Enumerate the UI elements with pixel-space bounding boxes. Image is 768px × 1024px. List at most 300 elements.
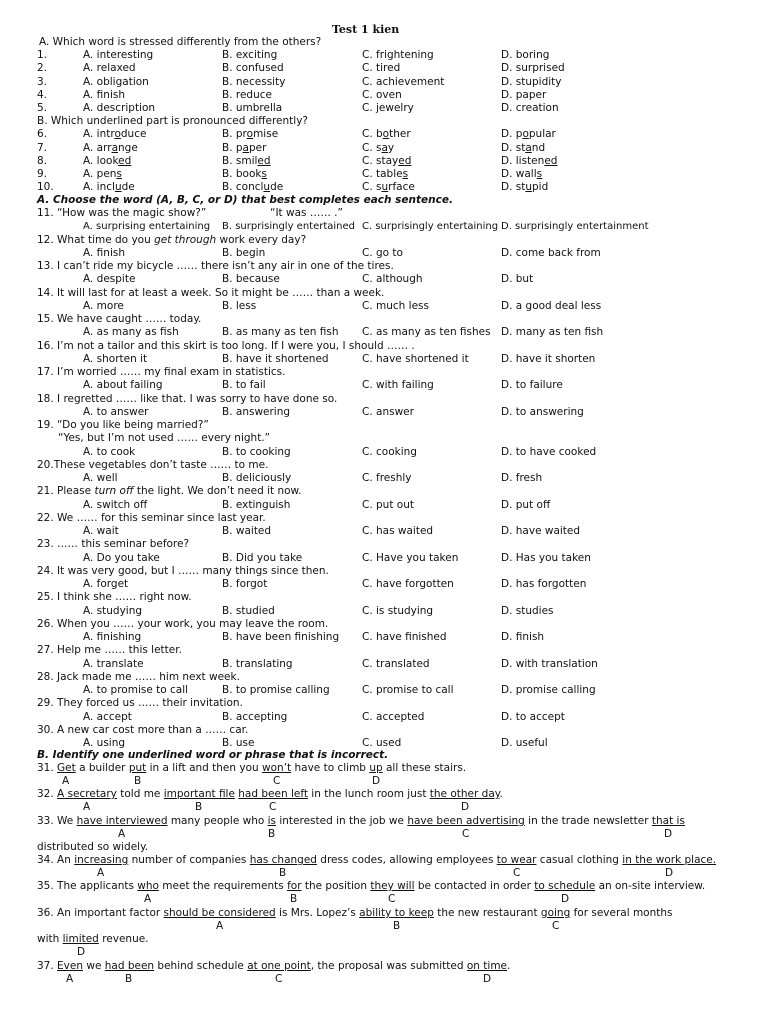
option-d: D. but [501, 273, 534, 286]
section-heading: B. Which underlined part is pronounced differently? [37, 115, 308, 127]
option-b: B. use [222, 737, 255, 749]
option-d [501, 181, 548, 194]
option-b: B. confused [222, 62, 284, 74]
question-text [37, 565, 329, 578]
option-d: D. surprisingly entertainment [501, 221, 649, 233]
option-b [222, 155, 271, 168]
sentence-run: dress codes, allowing employees [316, 854, 497, 866]
option-c-run: y [387, 142, 395, 154]
option-d [501, 168, 542, 181]
option-a: A. interesting [83, 49, 154, 61]
sentence-run: in the trade newsletter [524, 815, 652, 827]
sentence-run: an on-site interview. [595, 880, 706, 892]
question-text-run: 22. We …… for this seminar since last year. [37, 511, 266, 524]
question-text-run: 20.These vegetables don’t taste …… to me. [37, 458, 269, 471]
sentence-run: had been [104, 960, 155, 972]
question-number: 9. [37, 168, 48, 180]
option-d: D. a good deal less [501, 299, 602, 312]
option-b: B. translating [222, 657, 293, 670]
option-c: C. has waited [362, 525, 434, 537]
option-d-run: D. st [501, 142, 526, 154]
sentence-continuation-run: with [37, 933, 63, 945]
sentence-run: who [137, 880, 159, 892]
answer-letter-a: A [97, 867, 105, 879]
option-d-run: D. listen [501, 155, 545, 167]
answer-letter-c: C [273, 775, 281, 787]
option-c: C. have finished [362, 631, 447, 643]
sentence-run: we [83, 960, 105, 972]
sentence-continuation-run: revenue. [98, 933, 149, 945]
sentence-run: many people who [167, 815, 268, 827]
sentence-run: they will [370, 880, 415, 892]
option-a: A. using [83, 737, 126, 749]
option-a: A. to promise to call [83, 684, 189, 696]
option-c: C. much less [362, 299, 429, 312]
option-a: A. well [83, 472, 118, 484]
sentence-run: have interviewed [76, 815, 168, 827]
question-text [37, 644, 182, 657]
option-a-run: o [114, 128, 121, 140]
option-c [362, 142, 394, 155]
option-c: C. go to [362, 246, 403, 259]
option-c-run: C. b [362, 128, 383, 140]
option-d: D. Has you taken [501, 551, 591, 564]
sentence-run: on time [466, 960, 508, 972]
answer-letter-d: D [483, 973, 492, 985]
sentence-run: be contacted in order [414, 880, 535, 892]
question-text-run: 23. …… this seminar before? [37, 538, 190, 551]
answer-letter-b: B [125, 973, 133, 985]
question-number: 8. [37, 155, 48, 167]
option-c: C. translated [362, 657, 430, 670]
option-a: A. wait [83, 525, 119, 537]
option-c-run: ther [389, 128, 411, 140]
answer-letter-b: B [134, 775, 142, 787]
option-a: A. to answer [83, 405, 149, 418]
question-text-run: 14. It will last for at least a week. So it might be …… than a week. [37, 286, 385, 299]
option-c: C. although [362, 273, 423, 286]
question-text-run: 16. I’m not a tailor and this skirt is too long. If I were you, I should …… . [37, 339, 415, 352]
option-a: A. as many as fish [83, 326, 179, 339]
option-c: C. Have you taken [362, 551, 459, 564]
sentence-run: 33. We [37, 815, 77, 827]
option-d: D. with translation [501, 657, 598, 670]
option-b-run: B. p [222, 142, 243, 154]
option-d-run: o [522, 128, 529, 140]
option-c: C. jewelry [362, 102, 414, 114]
section-heading: B. Identify one underlined word or phrase that is incorrect. [37, 749, 389, 761]
answer-letter-d: D [664, 828, 673, 840]
sentence-run: a builder [75, 762, 129, 774]
option-a: A. despite [83, 273, 136, 286]
option-c: C. accepted [362, 710, 425, 723]
question-text [37, 313, 201, 326]
option-a: A. relaxed [83, 62, 136, 74]
sentence-run: 34. An [37, 854, 75, 866]
option-b-run: B. smil [222, 155, 258, 167]
option-d: D. have waited [501, 525, 581, 537]
option-d-run: s [536, 168, 543, 180]
option-c: C. freshly [362, 472, 412, 484]
sentence-run: in the work place. [622, 854, 717, 866]
option-a-run: A. intr [83, 128, 115, 140]
option-b: B. accepting [222, 710, 288, 723]
option-a-run: duce [120, 128, 147, 140]
option-c: C. put out [362, 498, 414, 511]
sentence-run: had been left [238, 788, 308, 800]
option-a: A. finish [83, 89, 125, 101]
answer-letter-c: C [388, 893, 396, 905]
answer-letter-a: A [66, 973, 74, 985]
sentence-run: that is [651, 815, 685, 827]
option-a: A. more [83, 299, 124, 312]
question-text [37, 287, 384, 300]
option-b: B. extinguish [222, 498, 291, 511]
question-text-run: 15. We have caught …… today. [37, 313, 202, 325]
question-text-run: 17. I’m worried …… my final exam in statistics. [37, 366, 286, 378]
answer-letter-d: D [561, 893, 570, 905]
question-text [37, 618, 328, 631]
option-b: B. as many as ten fish [222, 326, 339, 339]
question-text-run: 21. Please [37, 485, 95, 498]
answer-letter-c: C [462, 828, 470, 840]
option-b: B. umbrella [222, 102, 283, 114]
sentence-run: is [267, 815, 277, 827]
sentence-run: meet the requirements [158, 880, 288, 892]
option-a: A. obligation [83, 76, 149, 88]
option-d-run: ed [544, 155, 558, 167]
option-d: D. fresh [501, 472, 543, 484]
sentence-run: increasing [74, 854, 129, 866]
sentence-run: for [287, 880, 302, 892]
answer-letter-b: B [279, 867, 287, 879]
option-a [83, 128, 146, 141]
sentence [37, 815, 685, 828]
option-c-run: u [381, 181, 389, 193]
option-c-run: rface [388, 181, 415, 193]
sentence-run: for several months [570, 907, 673, 919]
question-text-run: 29. They forced us …… their invitation. [37, 697, 243, 710]
answer-letter-b: B [195, 801, 203, 813]
question-number: 6. [37, 128, 48, 140]
option-d: D. to have cooked [501, 445, 597, 458]
option-b [222, 128, 278, 141]
option-d [501, 155, 557, 168]
option-d-run: a [525, 142, 532, 154]
question-text [37, 419, 209, 432]
sentence-run: the new restaurant [433, 907, 541, 919]
question-text-run: 12. What time do you [37, 233, 155, 246]
option-d [501, 128, 556, 141]
question-text-run: 11. “How was the magic show?” [37, 207, 207, 219]
option-a: A. description [83, 102, 156, 114]
answer-letter-c: C [275, 973, 283, 985]
question-text [37, 340, 415, 353]
question-text-run: the light. We don’t need it now. [133, 485, 302, 498]
option-c: C. oven [362, 89, 402, 101]
option-a: A. forget [83, 578, 129, 590]
option-b-run: o [246, 128, 254, 140]
option-b-run: per [248, 142, 267, 154]
question-text [37, 366, 286, 379]
option-d: D. studies [501, 604, 554, 617]
option-a-run: A. look [83, 155, 119, 167]
option-b: B. to cooking [222, 445, 291, 458]
sentence-run: to schedule [534, 880, 596, 892]
option-c: C. is studying [362, 604, 434, 617]
sentence [37, 788, 503, 801]
question-answer-prompt: “It was …… .” [270, 207, 343, 219]
option-a: A. finish [83, 246, 125, 259]
option-a: A. about failing [83, 379, 163, 392]
answer-letter-b: B [290, 893, 298, 905]
option-b: B. Did you take [222, 551, 303, 564]
option-b: B. studied [222, 604, 275, 617]
sentence-continuation-run: limited [62, 933, 99, 945]
option-c: C. have forgotten [362, 578, 454, 590]
sentence-run: has changed [249, 854, 317, 866]
option-a-run: A. incl [83, 181, 115, 193]
sentence-run: going [540, 907, 571, 919]
option-d: D. have it shorten [501, 352, 596, 365]
sentence-run: important file [163, 788, 235, 800]
sentence-run: up [369, 762, 383, 774]
option-c-run: ed [398, 155, 412, 167]
question-text-run: 27. Help me …… this letter. [37, 644, 182, 657]
option-b [222, 181, 283, 194]
option-d: D. stupidity [501, 76, 562, 88]
sentence-run: . [499, 788, 503, 800]
sentence-run: . [507, 960, 511, 972]
option-a [83, 155, 131, 168]
sentence [37, 907, 673, 920]
question-text [37, 671, 240, 684]
option-b: B. because [222, 273, 280, 286]
option-c: C. frightening [362, 49, 434, 61]
option-a-run: A. arr [83, 142, 112, 154]
sentence-run: 31. [37, 762, 58, 774]
option-b-run: ed [257, 155, 271, 167]
option-b: B. have it shortened [222, 352, 329, 365]
option-a: A. accept [83, 710, 132, 723]
option-b: B. waited [222, 525, 272, 537]
question-number: 1. [37, 49, 48, 61]
option-a: A. translate [83, 657, 144, 670]
option-b-run: de [270, 181, 284, 193]
option-b-run: mise [253, 128, 279, 140]
answer-letter-a: A [62, 775, 70, 787]
sentence-run: behind schedule [154, 960, 248, 972]
question-number: 10. [37, 181, 54, 193]
question-text-run: 26. When you …… your work, you may leave the room. [37, 617, 329, 630]
section-heading: A. Choose the word (A, B, C, or D) that best completes each sentence. [37, 194, 453, 206]
option-b: B. answering [222, 405, 291, 418]
question-text-run: 30. A new car cost more than a …… car. [37, 723, 249, 736]
question-text [37, 485, 302, 498]
question-text [37, 393, 337, 406]
option-c [362, 128, 411, 141]
sentence-run: , the proposal was submitted [310, 960, 467, 972]
option-b [222, 142, 266, 155]
option-c-run: C. table [362, 168, 403, 180]
sentence-run: put [128, 762, 147, 774]
option-c: C. tired [362, 62, 401, 74]
answer-letter-d: D [665, 867, 674, 879]
option-d-run: nd [531, 142, 546, 154]
option-b: B. to promise calling [222, 684, 330, 696]
sentence-run: won’t [262, 762, 292, 774]
option-a: A. surprising entertaining [83, 221, 211, 233]
question-number: 4. [37, 89, 48, 101]
option-a: A. shorten it [83, 352, 148, 365]
answer-letter-d: D [372, 775, 381, 787]
question-text [37, 207, 206, 220]
sentence-run: Even [57, 960, 84, 972]
option-b: B. less [222, 299, 257, 312]
option-c-run: C. stay [362, 155, 399, 167]
sentence-run: have been advertising [407, 815, 525, 827]
option-d: D. creation [501, 102, 559, 114]
question-text [37, 538, 189, 551]
option-b-run: s [261, 168, 267, 180]
sentence-run: in the lunch room just [307, 788, 430, 800]
sentence-run: 36. An important factor [37, 907, 164, 919]
question-text [37, 724, 248, 737]
option-a: A. switch off [83, 498, 148, 511]
section-heading: A. Which word is stressed differently from the others? [39, 36, 322, 48]
option-c: C. used [362, 737, 402, 749]
option-d: D. promise calling [501, 684, 596, 696]
option-a: A. to cook [83, 445, 136, 458]
sentence-continuation: distributed so widely. [37, 841, 149, 853]
question-text [37, 697, 243, 710]
option-b: B. to fail [222, 379, 266, 392]
sentence-run: 37. [37, 960, 58, 972]
sentence-run: is Mrs. Lopez’s [275, 907, 360, 919]
option-a-run: A. pen [83, 168, 117, 180]
question-text [37, 591, 192, 604]
question-text [37, 260, 394, 273]
option-c: C. surprisingly entertaining [362, 221, 499, 233]
option-b: B. deliciously [222, 472, 292, 484]
option-d [501, 142, 545, 155]
sentence-run: 32. [37, 788, 58, 800]
option-d: D. many as ten fish [501, 326, 604, 339]
sentence-run: should be considered [163, 907, 276, 919]
option-c-run: C. s [362, 142, 382, 154]
question-text-run: 18. I regretted …… like that. I was sorry to have done so. [37, 392, 338, 405]
option-d-run: pular [528, 128, 556, 140]
option-d-run: pid [532, 181, 549, 193]
option-d-run: D. wall [501, 168, 537, 180]
option-d-run: D. p [501, 128, 523, 140]
question-text-run: 24. It was very good, but I …… many things since then. [37, 564, 329, 577]
option-c: C. with failing [362, 379, 434, 392]
option-b [222, 168, 267, 181]
sentence [37, 854, 716, 867]
option-d-run: u [525, 181, 533, 193]
option-c: C. answer [362, 405, 414, 418]
answer-letter-d: D [461, 801, 470, 813]
answer-letter-a: A [216, 920, 224, 932]
option-b: B. forgot [222, 578, 268, 590]
answer-letter-d: D [77, 946, 86, 958]
answer-letter-c: C [513, 867, 521, 879]
option-a [83, 181, 135, 194]
sentence-run: Get [57, 762, 76, 774]
option-d: D. put off [501, 498, 551, 511]
sentence-run: have to climb [291, 762, 370, 774]
option-a: A. studying [83, 604, 143, 617]
option-b-run: B. pr [222, 128, 247, 140]
sentence [37, 762, 466, 775]
question-text-run: turn off [94, 485, 134, 498]
option-d: D. paper [501, 89, 547, 101]
option-d-run: D. st [501, 181, 526, 193]
option-d: D. surprised [501, 62, 565, 74]
option-c-run: C. s [362, 181, 382, 193]
sentence-continuation [37, 933, 149, 946]
option-b-run: B. book [222, 168, 262, 180]
option-d: D. come back from [501, 246, 601, 259]
option-d: D. useful [501, 737, 548, 749]
option-c-run: o [382, 128, 390, 140]
option-c: C. as many as ten fishes [362, 326, 491, 339]
sentence-run: all these stairs. [382, 762, 467, 774]
option-c-run: s [402, 168, 409, 180]
option-a [83, 142, 138, 155]
page-title: Test 1 kien [332, 23, 400, 36]
option-d: D. boring [501, 49, 550, 61]
sentence-run: number of companies [128, 854, 250, 866]
sentence [37, 960, 510, 973]
option-c: C. have shortened it [362, 352, 469, 365]
answer-letter-b: B [393, 920, 401, 932]
question-number: 5. [37, 102, 48, 114]
sentence [37, 880, 705, 893]
option-b-run: B. concl [222, 181, 264, 193]
option-b: B. have been finishing [222, 631, 340, 643]
option-a: A. finishing [83, 631, 142, 643]
answer-letter-a: A [144, 893, 152, 905]
sentence-run: A secretary [57, 788, 117, 800]
question-text-run: 13. I can’t ride my bicycle …… there isn’t any air in one of the tires. [37, 260, 394, 272]
sentence-run: the other day [429, 788, 500, 800]
option-c-run: a [381, 142, 388, 154]
option-b: B. surprisingly entertained [222, 221, 356, 233]
question-number: 3. [37, 76, 48, 88]
question-number: 2. [37, 62, 48, 74]
option-c [362, 155, 411, 168]
option-d: D. to failure [501, 379, 563, 392]
question-text-run: work every day? [216, 233, 307, 246]
option-b: B. begin [222, 246, 266, 259]
option-a-run: u [114, 181, 122, 193]
question-text [37, 459, 268, 472]
answer-letter-a: A [118, 828, 126, 840]
question-text-run: 25. I think she …… right now. [37, 591, 192, 604]
sentence-run: interested in the job we [276, 815, 408, 827]
sentence-run: told me [116, 788, 164, 800]
option-d: D. to answering [501, 405, 584, 418]
answer-letter-c: C [269, 801, 277, 813]
question-text [37, 234, 306, 247]
option-d: D. to accept [501, 710, 565, 723]
question-number: 7. [37, 142, 48, 154]
question-text-run: 28. Jack made me …… him next week. [37, 670, 240, 683]
option-a-run: de [121, 181, 135, 193]
option-c: C. promise to call [362, 684, 454, 696]
